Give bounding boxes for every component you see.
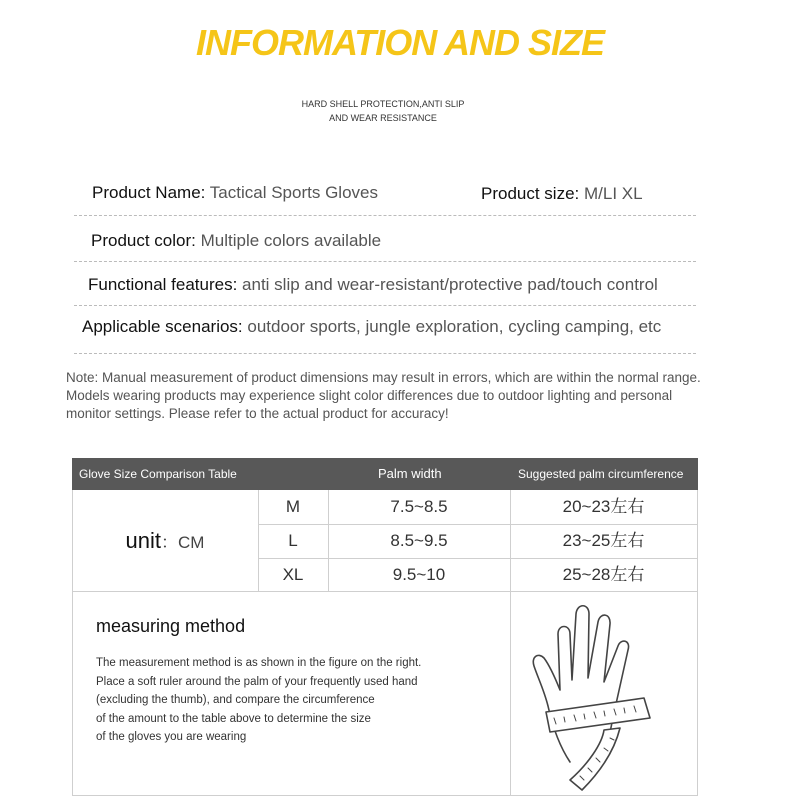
product-size-value: M/LI XL: [579, 184, 643, 203]
unit-label: unit: [125, 528, 162, 553]
subtitle-line-2: AND WEAR RESISTANCE: [329, 113, 437, 123]
size-cell-l: L: [288, 531, 298, 550]
info-row-features: [74, 261, 696, 306]
product-name-value: Tactical Sports Gloves: [205, 183, 378, 202]
circumference-cell-l: 23~25左右: [562, 531, 645, 550]
palm-width-cell-xl: 9.5~10: [392, 565, 446, 584]
page-subtitle: [0, 97, 766, 125]
product-color-value: Multiple colors available: [195, 231, 382, 250]
note-line-3: monitor settings. Please refer to the actual product for accuracy!: [66, 406, 449, 421]
applicable-scenarios: [82, 317, 661, 337]
info-row-name-size: [74, 176, 696, 216]
features-label: Functional features:: [88, 275, 238, 294]
scenarios-label: Applicable scenarios:: [82, 317, 243, 336]
palm-width-cell-m: 7.5~8.5: [390, 497, 448, 516]
method-line-4: of the amount to the table above to determine the size: [96, 712, 371, 725]
measuring-method-title: measuring method: [96, 616, 246, 636]
note-line-1: Note: Manual measurement of product dimensions may result in errors, which are within the normal range.: [66, 370, 701, 385]
palm-width-cell-l: 8.5~9.5: [390, 531, 448, 550]
measuring-method-text: [96, 654, 421, 747]
subtitle-line-1: HARD SHELL PROTECTION,ANTI SLIP: [301, 99, 465, 109]
table-header-circumference: Suggested palm circumference: [518, 467, 684, 481]
method-line-1: The measurement method is as shown in the figure on the right.: [96, 657, 422, 669]
product-size-label: Product size:: [481, 184, 580, 203]
product-name: [92, 183, 378, 203]
circumference-cell-m: 20~23左右: [562, 497, 645, 516]
grid-line: [72, 591, 698, 592]
features-value: anti slip and wear-resistant/protective pad/touch control: [237, 275, 658, 294]
table-header: [72, 458, 698, 490]
circumference-cell-xl: 25~28左右: [562, 565, 645, 584]
method-line-2: Place a soft ruler around the palm of your frequently used hand: [96, 675, 418, 688]
grid-line: [72, 795, 698, 796]
size-cell-xl: XL: [282, 565, 304, 584]
unit-cell: [72, 490, 258, 591]
product-size: [481, 184, 643, 204]
info-row-scenarios: [74, 305, 696, 354]
functional-features: [88, 275, 658, 295]
size-cell-m: M: [285, 497, 301, 516]
hand-measuring-tape-icon: [512, 594, 698, 794]
measurement-note: [66, 369, 786, 423]
table-header-palm-width: Palm width: [378, 466, 442, 481]
method-line-5: of the gloves you are wearing: [96, 731, 247, 743]
info-row-color: [74, 215, 696, 262]
method-line-3: (excluding the thumb), and compare the circumference: [96, 694, 375, 706]
product-color-label: Product color:: [91, 231, 196, 250]
size-comparison-table: [72, 458, 698, 798]
scenarios-value: outdoor sports, jungle exploration, cycling camping, etc: [242, 317, 662, 336]
product-name-label: Product Name:: [92, 183, 206, 202]
note-line-2: Models wearing products may experience slight color differences due to outdoor lighting and personal: [66, 388, 673, 403]
product-color: [91, 231, 381, 251]
table-header-title: Glove Size Comparison Table: [79, 467, 237, 481]
page-title: INFORMATION AND SIZE: [196, 22, 604, 63]
unit-value: ：CM: [161, 533, 205, 552]
